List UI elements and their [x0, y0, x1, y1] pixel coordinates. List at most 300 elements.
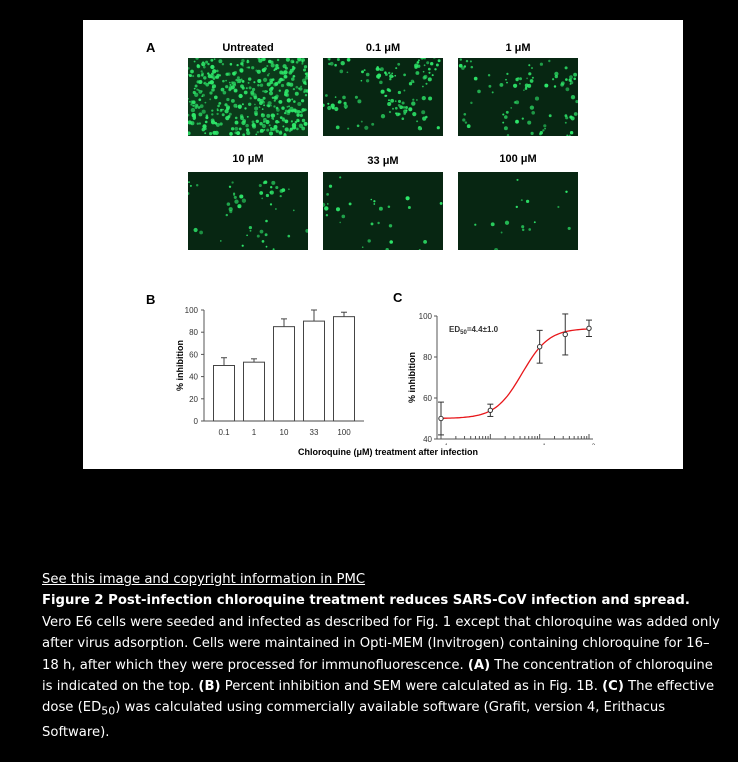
cell-dot: [203, 76, 206, 79]
cell-dot: [304, 108, 307, 111]
cell-dot: [285, 93, 289, 97]
micrograph-background: [188, 172, 308, 250]
y-tick-label: 40: [423, 435, 432, 444]
cell-dot: [197, 64, 200, 67]
cell-dot: [190, 185, 192, 187]
cell-dot: [234, 127, 238, 131]
cell-dot: [373, 203, 375, 205]
cell-dot: [301, 127, 305, 131]
cell-dot: [336, 207, 340, 211]
cell-dot: [192, 113, 196, 117]
cell-dot: [332, 106, 335, 109]
cell-dot: [294, 126, 297, 129]
cell-dot: [215, 76, 218, 79]
cell-dot: [304, 123, 306, 125]
cell-dot: [301, 99, 304, 102]
cell-dot: [505, 221, 509, 225]
cell-dot: [250, 97, 252, 99]
cell-dot: [233, 193, 235, 195]
cell-dot: [406, 196, 410, 200]
caption-body-3: Percent inhibition and SEM were calculated as in Fig. 1B.: [220, 679, 598, 695]
cell-dot: [239, 127, 242, 130]
cell-dot: [266, 129, 269, 132]
cell-dot: [428, 77, 432, 81]
cell-dot: [264, 180, 267, 183]
cell-dot: [269, 131, 273, 135]
cell-dot: [506, 111, 509, 114]
cell-dot: [341, 61, 345, 65]
cell-dot: [225, 80, 227, 82]
cell-dot: [523, 89, 525, 91]
cell-dot: [298, 88, 300, 90]
cell-dot: [231, 99, 235, 103]
cell-dot: [412, 112, 416, 116]
cell-dot: [282, 125, 284, 127]
x-tick-label: [434, 444, 449, 445]
micrograph-0-1um: [323, 58, 443, 136]
cell-dot: [528, 72, 531, 75]
cell-dot: [303, 81, 306, 84]
cell-dot: [283, 70, 287, 74]
cell-dot: [194, 228, 198, 232]
cell-dot: [239, 194, 243, 198]
cell-dot: [222, 80, 225, 83]
cell-dot: [271, 114, 274, 117]
cell-dot: [535, 97, 539, 101]
cell-dot: [288, 188, 290, 190]
cell-dot: [347, 58, 351, 62]
cell-dot: [377, 222, 379, 224]
cell-dot: [296, 128, 299, 131]
cell-dot: [464, 65, 466, 67]
y-tick-label: 60: [189, 350, 198, 360]
cell-dot: [517, 77, 519, 79]
cell-dot: [349, 202, 352, 205]
cell-dot: [366, 73, 370, 77]
cell-dot: [251, 93, 254, 96]
cell-dot: [526, 200, 529, 203]
cell-dot: [389, 78, 391, 80]
cell-dot: [557, 206, 559, 208]
cell-dot: [436, 64, 439, 67]
cell-dot: [220, 240, 222, 242]
cell-dot: [501, 232, 503, 234]
cell-dot: [238, 105, 242, 109]
cell-dot: [421, 110, 425, 114]
caption-body-5: ) was calculated using commercially available software (Grafit, version 4, Erithacus Software).: [42, 700, 666, 741]
cell-dot: [418, 59, 420, 61]
cell-dot: [241, 121, 245, 125]
cell-dot: [492, 91, 494, 93]
y-tick-label: 100: [418, 312, 432, 321]
cell-dot: [283, 117, 285, 119]
cell-dot: [403, 106, 406, 109]
cell-dot: [477, 90, 481, 94]
cell-dot: [272, 118, 274, 120]
cell-dot: [196, 184, 198, 186]
cell-dot: [248, 103, 251, 106]
cell-dot: [252, 88, 255, 91]
cell-dot: [254, 106, 258, 110]
x-tick-label: 10: [279, 428, 289, 437]
micrograph-background: [458, 58, 578, 136]
cell-dot: [296, 61, 299, 64]
cell-dot: [259, 184, 262, 187]
cell-dot: [268, 60, 272, 64]
cell-dot: [389, 111, 391, 113]
cell-dot: [226, 214, 228, 216]
cell-dot: [208, 81, 211, 84]
cell-dot: [531, 67, 533, 69]
cell-dot: [300, 111, 302, 113]
cell-dot: [240, 84, 244, 88]
cell-dot: [361, 80, 363, 82]
cell-dot: [221, 88, 225, 92]
cell-dot: [337, 58, 340, 61]
cell-dot: [194, 61, 196, 63]
cell-dot: [426, 61, 429, 64]
cell-dot: [402, 101, 405, 104]
cell-dot: [260, 83, 263, 86]
cell-dot: [276, 130, 279, 133]
cell-dot: [268, 73, 270, 75]
y-tick-label: 60: [423, 394, 432, 403]
cell-dot: [540, 131, 543, 134]
x-tick-label: [534, 444, 547, 445]
cell-dot: [266, 65, 268, 67]
cell-dot: [304, 65, 307, 68]
cell-dot: [416, 120, 418, 122]
cell-dot: [522, 229, 524, 231]
cell-dot: [279, 90, 281, 92]
bar: [244, 362, 265, 421]
cell-dot: [525, 87, 527, 89]
cell-dot: [423, 76, 427, 80]
cell-dot: [220, 109, 222, 111]
cell-dot: [288, 105, 290, 107]
cell-dot: [200, 104, 204, 108]
cell-dot: [193, 118, 195, 120]
cell-dot: [225, 116, 229, 120]
cell-dot: [217, 109, 219, 111]
cell-dot: [327, 203, 329, 205]
cell-dot: [246, 128, 249, 131]
cell-dot: [293, 88, 295, 90]
cell-dot: [235, 79, 238, 82]
cell-dot: [229, 207, 233, 211]
cell-dot: [285, 67, 288, 70]
cell-dot: [277, 59, 279, 61]
cell-dot: [391, 72, 393, 74]
cell-dot: [266, 104, 269, 107]
cell-dot: [554, 85, 556, 87]
x-tick-label: 100: [337, 428, 351, 437]
cell-dot: [367, 239, 370, 242]
cell-dot: [527, 84, 531, 88]
cell-dot: [379, 81, 383, 85]
cell-dot: [259, 191, 263, 195]
cell-dot: [326, 214, 328, 216]
cell-dot: [291, 77, 295, 81]
cell-dot: [395, 67, 397, 69]
cell-dot: [516, 206, 518, 208]
cell-dot: [281, 106, 285, 110]
bar: [334, 317, 355, 421]
cell-dot: [195, 85, 198, 88]
cell-dot: [204, 102, 206, 104]
cell-dot: [565, 191, 567, 193]
cell-dot: [196, 104, 198, 106]
cell-dot: [415, 71, 419, 75]
cell-dot: [396, 113, 400, 117]
dose-response-chart: [401, 290, 606, 445]
cell-dot: [271, 63, 275, 67]
cell-dot: [424, 64, 426, 66]
cell-dot: [303, 68, 306, 71]
cell-dot: [300, 86, 302, 88]
cell-dot: [326, 193, 329, 196]
data-point: [488, 408, 492, 412]
y-tick-label: 80: [423, 353, 432, 362]
cell-dot: [422, 86, 424, 88]
cell-dot: [259, 101, 263, 105]
cell-dot: [211, 109, 213, 111]
cell-dot: [205, 121, 208, 124]
figure-caption: [42, 569, 722, 744]
cell-dot: [502, 113, 504, 115]
cell-dot: [226, 98, 229, 101]
cell-dot: [240, 62, 243, 65]
cell-dot: [293, 101, 295, 103]
cell-dot: [190, 70, 194, 74]
cell-dot: [279, 78, 283, 82]
cell-dot: [281, 84, 284, 87]
cell-dot: [225, 73, 228, 76]
y-tick-label: 0: [193, 417, 198, 426]
cell-dot: [246, 67, 248, 69]
cell-dot: [252, 123, 256, 127]
cell-dot: [210, 65, 214, 69]
cell-dot: [432, 74, 434, 76]
cell-dot: [270, 191, 274, 195]
cell-dot: [238, 94, 242, 98]
cell-dot: [257, 79, 261, 83]
cell-dot: [211, 113, 213, 115]
bar: [214, 366, 235, 422]
cell-dot: [222, 109, 224, 111]
cell-dot: [328, 63, 330, 65]
cell-dot: [241, 78, 243, 80]
cell-dot: [428, 72, 430, 74]
cell-dot: [342, 96, 346, 100]
cell-dot: [246, 234, 248, 236]
cell-dot: [380, 67, 384, 71]
cell-dot: [395, 100, 397, 102]
cell-dot: [371, 222, 374, 225]
cell-dot: [521, 225, 524, 228]
cell-dot: [271, 181, 275, 185]
cell-dot: [192, 105, 194, 107]
cell-dot: [466, 60, 468, 62]
cell-dot: [231, 127, 234, 130]
cell-dot: [211, 119, 215, 123]
cell-dot: [324, 206, 328, 210]
cell-dot: [285, 110, 288, 113]
cell-dot: [504, 115, 508, 119]
cell-dot: [199, 231, 203, 235]
cell-dot: [197, 122, 199, 124]
condition-label-untreated: Untreated: [222, 42, 274, 54]
cell-dot: [272, 78, 275, 81]
cell-dot: [528, 228, 531, 231]
micrograph-untreated: [188, 58, 308, 136]
cell-dot: [339, 70, 343, 74]
y-axis-title: % inhibition: [407, 352, 417, 403]
cell-dot: [223, 91, 227, 95]
cell-dot: [211, 59, 213, 61]
cell-dot: [208, 74, 212, 78]
cell-dot: [263, 104, 265, 106]
cell-dot: [329, 185, 332, 188]
cell-dot: [428, 68, 431, 71]
cell-dot: [248, 77, 251, 80]
cell-dot: [504, 126, 508, 130]
cell-dot: [574, 112, 578, 116]
cell-dot: [295, 92, 299, 96]
cell-dot: [377, 66, 379, 68]
cell-dot: [371, 123, 374, 126]
cell-dot: [381, 90, 385, 94]
cell-dot: [235, 121, 239, 125]
cell-dot: [403, 90, 405, 92]
cell-dot: [488, 85, 491, 88]
cell-dot: [194, 93, 198, 97]
cell-dot: [384, 71, 387, 74]
cell-dot: [237, 82, 239, 84]
cell-dot: [569, 115, 572, 118]
cell-dot: [281, 188, 285, 192]
cell-dot: [297, 102, 301, 106]
cell-dot: [292, 68, 295, 71]
pmc-copyright-link[interactable]: See this image and copyright information in PMC: [42, 572, 366, 587]
y-tick-label: 40: [189, 372, 198, 382]
cell-dot: [521, 199, 523, 201]
cell-dot: [462, 118, 465, 121]
cell-dot: [276, 108, 280, 112]
cell-dot: [344, 102, 347, 105]
cell-dot: [246, 131, 250, 135]
cell-dot: [347, 128, 349, 130]
cell-dot: [287, 98, 291, 102]
cell-dot: [425, 116, 428, 119]
cell-dot: [222, 113, 225, 116]
data-point: [439, 416, 443, 420]
cell-dot: [245, 124, 249, 128]
cell-dot: [252, 120, 255, 123]
cell-dot: [239, 68, 243, 72]
cell-dot: [437, 126, 440, 129]
panel-a-label: A: [146, 40, 156, 55]
cell-dot: [513, 84, 517, 88]
cell-dot: [565, 122, 567, 124]
cell-dot: [234, 89, 238, 93]
cell-dot: [292, 61, 294, 63]
cell-dot: [387, 88, 390, 91]
cell-dot: [357, 99, 361, 103]
cell-dot: [422, 96, 426, 100]
cell-dot: [566, 87, 570, 91]
cell-dot: [232, 72, 236, 76]
cell-dot: [204, 132, 206, 134]
cell-dot: [264, 90, 267, 93]
cell-dot: [284, 91, 286, 93]
cell-dot: [209, 91, 212, 94]
cell-dot: [467, 124, 471, 128]
cell-dot: [341, 215, 345, 219]
cell-dot: [197, 74, 200, 77]
cell-dot: [269, 124, 271, 126]
cell-dot: [278, 121, 280, 123]
cell-dot: [465, 121, 467, 123]
cell-dot: [235, 117, 238, 120]
cell-dot: [248, 66, 250, 68]
cell-dot: [242, 199, 246, 203]
cell-dot: [293, 75, 296, 78]
cell-dot: [398, 100, 401, 103]
x-axis-title: Chloroquine (μM) treatment after infection: [297, 447, 478, 457]
cell-dot: [275, 208, 277, 210]
cell-dot: [530, 79, 534, 83]
cell-dot: [413, 81, 415, 83]
caption-ed-subscript: 50: [101, 705, 116, 719]
cell-dot: [257, 98, 261, 102]
cell-dot: [287, 235, 290, 238]
cell-dot: [253, 81, 255, 83]
cell-dot: [357, 124, 360, 127]
cell-dot: [249, 86, 252, 89]
caption-mark-b: (B): [198, 679, 221, 695]
data-point: [537, 345, 541, 349]
cell-dot: [405, 106, 408, 109]
cell-dot: [534, 221, 536, 223]
cell-dot: [302, 119, 305, 122]
cell-dot: [416, 99, 418, 101]
cell-dot: [284, 75, 287, 78]
cell-dot: [519, 77, 522, 80]
condition-label-0-1um: 0.1 μM: [365, 42, 401, 54]
cell-dot: [191, 108, 195, 112]
cell-dot: [552, 78, 554, 80]
cell-dot: [510, 107, 512, 109]
cell-dot: [376, 75, 380, 79]
cell-dot: [305, 73, 307, 75]
cell-dot: [398, 91, 401, 94]
cell-dot: [188, 181, 190, 183]
cell-dot: [527, 121, 531, 125]
cell-dot: [275, 64, 278, 67]
cell-dot: [288, 71, 292, 75]
cell-dot: [240, 116, 244, 120]
cell-dot: [361, 70, 364, 73]
cell-dot: [231, 181, 233, 183]
cell-dot: [202, 110, 206, 114]
cell-dot: [232, 82, 236, 86]
cell-dot: [397, 63, 400, 66]
cell-dot: [202, 124, 206, 128]
caption-mark-a: (A): [467, 657, 491, 673]
cell-dot: [366, 79, 369, 82]
y-tick-label: 80: [189, 328, 198, 338]
